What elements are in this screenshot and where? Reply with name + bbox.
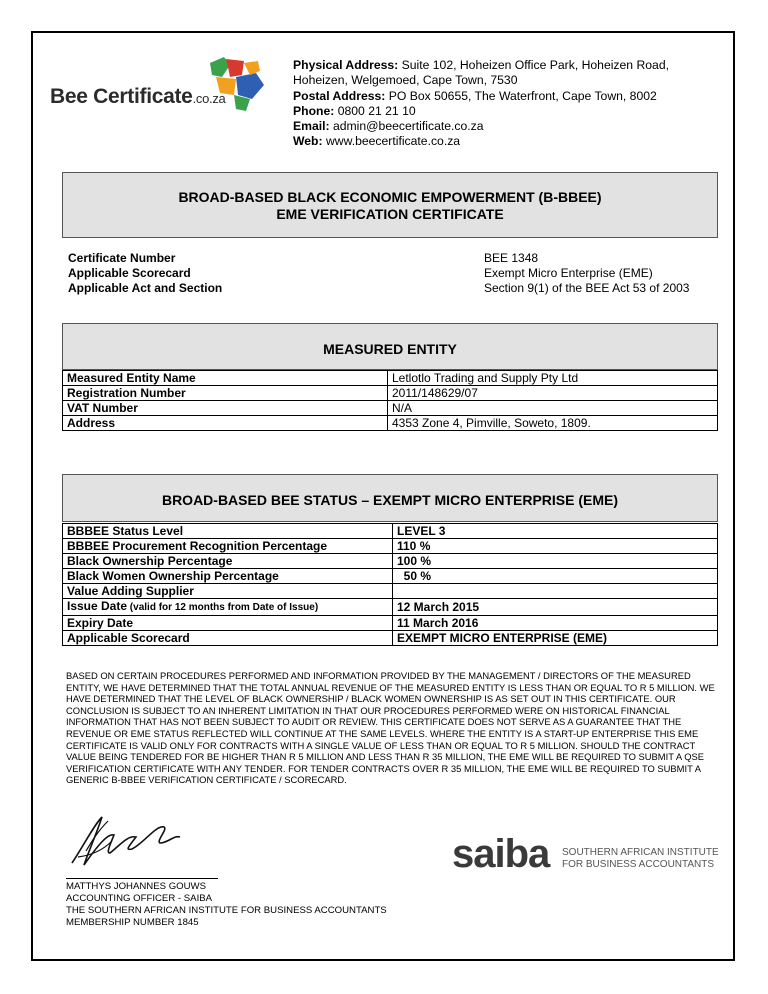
title-line-1: BROAD-BASED BLACK ECONOMIC EMPOWERMENT (B-BBEE) (178, 189, 602, 205)
table-row: Address 4353 Zone 4, Pimville, Soweto, 1809. (63, 416, 718, 431)
table-row: Issue Date (valid for 12 months from Date of Issue) 12 March 2015 (63, 599, 718, 616)
officer-block (66, 881, 387, 929)
table-row: Measured Entity Name Letlotlo Trading and Supply Pty Ltd (63, 371, 718, 386)
table-row: BBBEE Procurement Recognition Percentage 110 % (63, 539, 718, 554)
bee-certificate-logo (50, 55, 290, 115)
table-row: Applicable Scorecard EXEMPT MICRO ENTERPRISE (EME) (63, 631, 718, 646)
measured-entity-table (62, 370, 718, 431)
title-line-2: EME VERIFICATION CERTIFICATE (276, 206, 504, 222)
contact-line: Web: www.beecertificate.co.za (293, 134, 461, 149)
signature-line (66, 878, 218, 879)
contact-line: Phone: 0800 21 21 10 (293, 103, 416, 118)
contact-block (293, 58, 713, 150)
table-row: Value Adding Supplier (63, 584, 718, 599)
saiba-logo (452, 832, 719, 882)
cert-row: Applicable Scorecard Exempt Micro Enterprise (EME) (68, 266, 653, 280)
table-row: Expiry Date 11 March 2016 (63, 616, 718, 631)
logo-wordmark: Bee Certificate.co.za (50, 85, 226, 108)
bee-status-table (62, 523, 718, 646)
contact-line: Physical Address: Suite 102, Hoheizen Office Park, Hoheizen Road, (293, 58, 669, 72)
disclaimer-text: BASED ON CERTAIN PROCEDURES PERFORMED AND INFORMATION PROVIDED BY THE MANAGEMENT / DIRECTORS OF THE MEASURED ENTITY, WE HAVE DETERMINED THAT THE TOTAL ANNUAL REVENUE OF THE MEASURED ENTITY IS LESS THAN OR EQUAL TO R 5 MILLION. WE HAVE DETERMINED THAT THE LEVEL OF BLACK OWNERSHIP / BLACK WOMEN OWNERSHIP IS AS SET OUT IN THIS CERTIFICATE. OUR CONCLUSION IS SUBJECT TO AN INHERENT LIMITATION IN THAT OUR PROCEDURES PERFORMED WERE ON HISTORICAL FINANCIAL INFORMATION THAT HAS NOT BEEN SUBJECT TO AUDIT OR REVIEW. THIS CERTIFICATE DOES NOT SERVE AS A GUARANTEE THAT THE REVENUE OR EME STATUS REFLECTED WILL CONTINUE AT THE SAME LEVELS. WHERE THE ENTITY IS A START-UP ENTERPRISE THIS EME CERTIFICATE IS VALID ONLY FOR CONTRACTS WITH A SINGLE VALUE OF LESS THAN OR EQUAL TO R 5 MILLION. SHOULD THE CONTRACT VALUE BEING TENDERED FOR BE HIGHER THAN R 5 MILLION AND LESS THAN R 35 MILLION, THE EME WILL BE REQUIRED TO SUBMIT A QSE VERIFICATION CERTIFICATE WITH ANY TENDER. FOR TENDER CONTRACTS OVER R 35 MILLION, THE EME WILL BE REQUIRED TO SUBMIT A GENERIC B-BBEE VERIFICATION CERTIFICATE / SCORECARD. (66, 670, 715, 786)
title-banner (62, 172, 718, 238)
measured-entity-banner: MEASURED ENTITY (62, 323, 718, 370)
contact-line: Email: admin@beecertificate.co.za (293, 119, 484, 134)
cert-row: Applicable Act and Section Section 9(1) of the BEE Act 53 of 2003 (68, 281, 690, 295)
table-row: VAT Number N/A (63, 401, 718, 416)
officer-title: ACCOUNTING OFFICER - SAIBA (66, 893, 213, 904)
officer-membership: MEMBERSHIP NUMBER 1845 (66, 917, 199, 928)
contact-line: Postal Address: PO Box 50655, The Waterfront, Cape Town, 8002 (293, 88, 657, 103)
contact-line: Hoheizen, Welgemoed, Cape Town, 7530 (293, 73, 518, 88)
cert-row: Certificate Number BEE 1348 (68, 251, 539, 265)
table-row: Black Women Ownership Percentage 50 % (63, 569, 718, 584)
officer-institute: THE SOUTHERN AFRICAN INSTITUTE FOR BUSINESS ACCOUNTANTS (66, 905, 387, 916)
table-row: Black Ownership Percentage 100 % (63, 554, 718, 569)
signature-image (64, 805, 234, 875)
table-row: BBBEE Status Level LEVEL 3 (63, 524, 718, 539)
saiba-tagline: SOUTHERN AFRICAN INSTITUTE FOR BUSINESS ACCOUNTANTS (562, 847, 719, 870)
certificate-info (68, 251, 718, 296)
bee-status-banner: BROAD-BASED BEE STATUS – EXEMPT MICRO ENTERPRISE (EME) (62, 474, 718, 522)
officer-name: MATTHYS JOHANNES GOUWS (66, 881, 207, 892)
saiba-wordmark: saiba (452, 832, 550, 876)
table-row: Registration Number 2011/148629/07 (63, 386, 718, 401)
